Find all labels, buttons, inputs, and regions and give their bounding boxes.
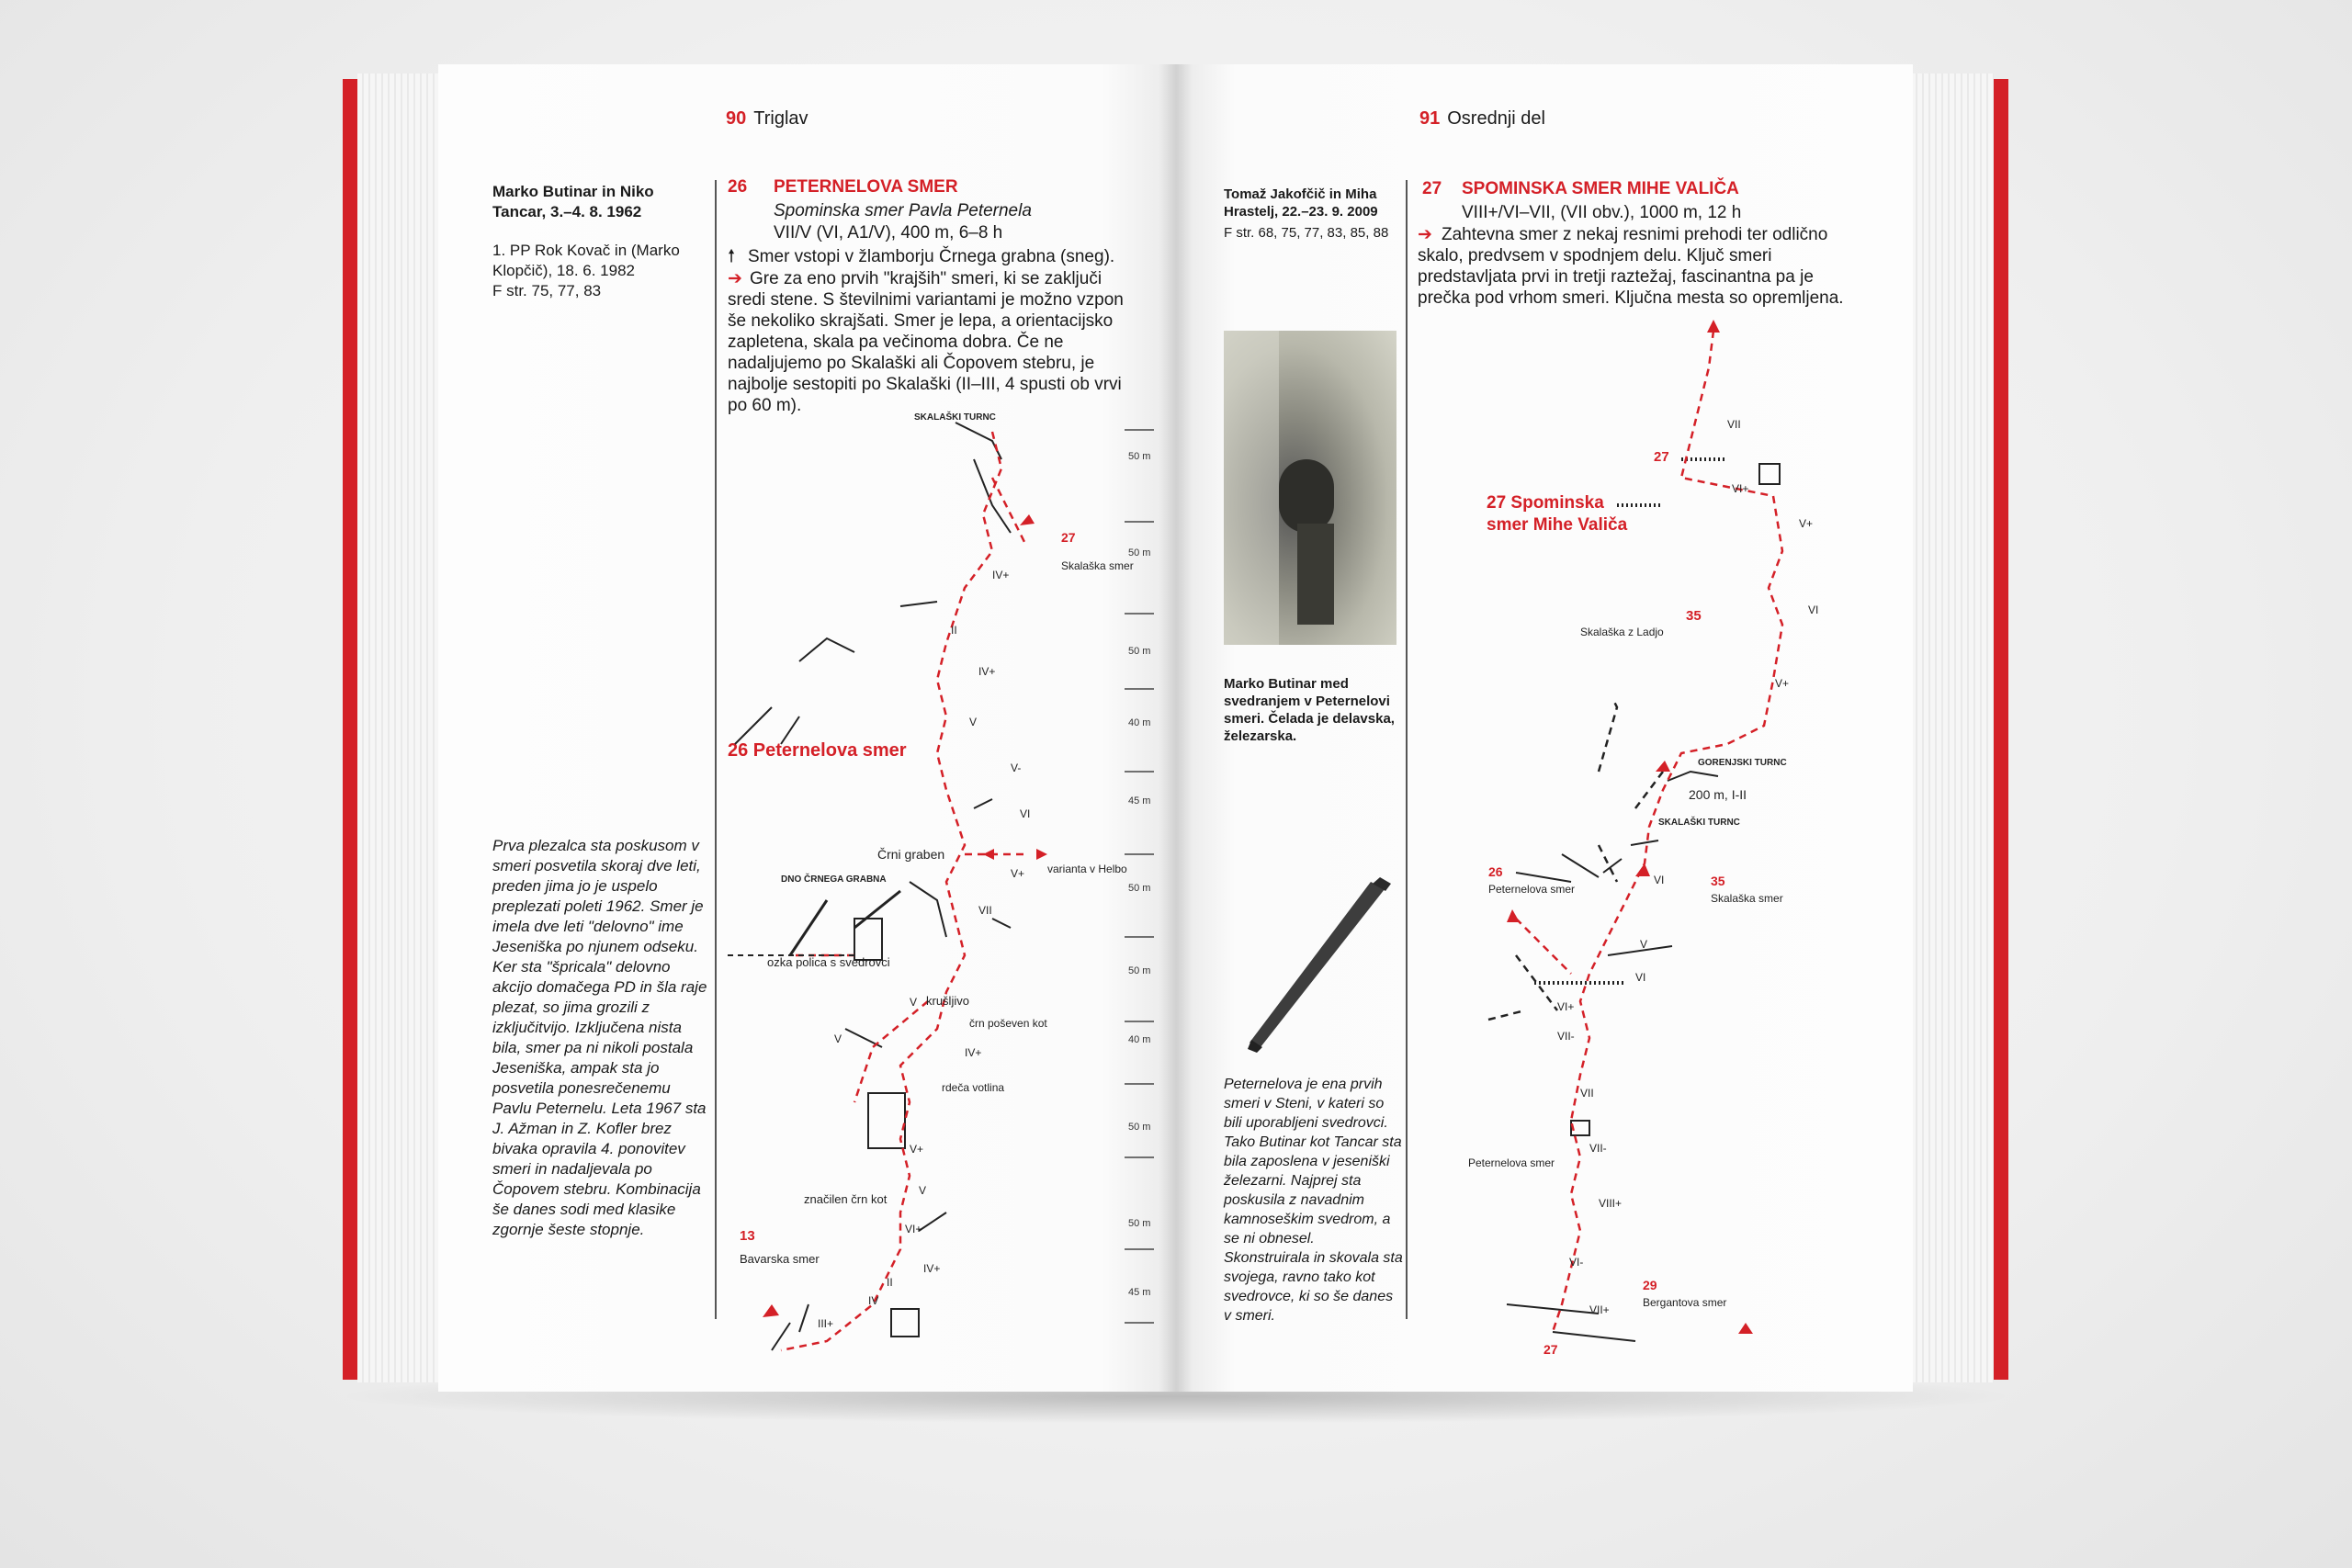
topo-text: V xyxy=(1640,938,1648,951)
book-cover-right xyxy=(1994,79,2008,1380)
topo-text: 13 xyxy=(740,1228,755,1244)
page-edges-right xyxy=(1911,73,1994,1382)
topo-text: GORENJSKI TURNC xyxy=(1698,758,1787,768)
first-ascent-left: Marko Butinar in Niko Tancar, 3.–4. 8. 1962 xyxy=(492,183,654,220)
route-title-26: PETERNELOVA SMER xyxy=(774,177,958,197)
topo-text: 27 xyxy=(1061,530,1076,545)
topo-text: VI+ xyxy=(905,1223,922,1235)
topo-text: VII xyxy=(1727,418,1741,431)
scale-label: 50 m xyxy=(1128,1218,1151,1229)
arrow-right-icon: ➔ xyxy=(728,269,742,288)
left-page-number: 90 xyxy=(726,108,747,129)
topo-text: Črni graben xyxy=(877,847,945,862)
route-number-27: 27 xyxy=(1422,179,1442,198)
sidebar-story: Prva plezalca sta poskusom v smeri posvetila skoraj dve leti, preden jima jo je uspelo preplezati poleti 1962. Smer je imela dve leti "delovno" ime Jeseniška po njunem odseku. Ker sta "špricala" delovno akcijo domačega PD in šla raje plezat, so jima grozili z izključitvijo. Izključena nista bila, smer pa ni nikoli postala Jeseniška, ampak sta jo posvetila ponesrečenemu Pavlu Peternelu. Leta 1967 sta J. Ažman in Z. Kofler brez bivaka opravila 4. ponovitev smeri in nadaljevala po Čopovem stebru. Kombinacija še danes sodi med klasike zgornje šeste stopnje. xyxy=(492,837,707,1238)
tool-caption: Peternelova je ena prvih smeri v Steni, v kateri so bili uporabljeni svedrovci. Tako Butinar kot Tancar sta bila zaposlena v jeseniški železarni. Najprej sta poskusila z navadnim kamnoseškim svedrom, a se ni obnesel. Skonstruirala in skovala sta svojega, ravno tako kot svedrovce, ki so še danes v smeri. xyxy=(1224,1077,1403,1324)
topo-text: VI xyxy=(1808,604,1819,616)
topo-text: IV+ xyxy=(992,569,1010,581)
topo-text: Skalaška smer xyxy=(1711,892,1783,905)
scale-label: 45 m xyxy=(1128,1287,1151,1298)
first-ascent-right: Tomaž Jakofčič in Miha Hrastelj, 22.–23. 9. 2009 xyxy=(1224,186,1378,220)
topo-text: ozka polica s svedrovci xyxy=(767,955,890,969)
right-page-number: 91 xyxy=(1419,108,1441,129)
topo-text: V xyxy=(910,996,918,1009)
book-gutter xyxy=(1159,64,1193,1392)
topo-text: VII- xyxy=(1589,1142,1607,1155)
topo-text: Peternelova smer xyxy=(1488,883,1576,896)
topo-text: IV+ xyxy=(978,665,996,678)
column-rule-right xyxy=(1406,180,1408,1319)
topo-text: II xyxy=(887,1276,893,1289)
topo-label-26: 26 Peternelova smer xyxy=(728,740,907,761)
topo-text: IV+ xyxy=(923,1262,941,1275)
route-grade-27: VIII+/VI–VII, (VII obv.), 1000 m, 12 h xyxy=(1462,203,1742,222)
scale-label: 50 m xyxy=(1128,965,1151,976)
topo-text: II xyxy=(951,624,957,637)
topo-text: V xyxy=(834,1032,842,1045)
scale-label: 50 m xyxy=(1128,451,1151,462)
topo-text: VI xyxy=(1654,874,1665,886)
repeat-ascent-left: 1. PP Rok Kovač in (Marko Klopčič), 18. 6. 1982 xyxy=(492,242,680,279)
topo-text: krušljivo xyxy=(926,994,969,1008)
topo-text: VI+ xyxy=(1732,482,1749,495)
topo-text: DNO ČRNEGA GRABNA xyxy=(781,874,887,885)
topo-text: V- xyxy=(1011,761,1022,774)
topo-text: V xyxy=(919,1184,927,1197)
topo-text: V+ xyxy=(1799,517,1814,530)
topo-text: IV+ xyxy=(965,1046,982,1059)
right-page-header xyxy=(1419,108,1545,130)
topo-text: V+ xyxy=(910,1143,924,1156)
topo-text: črn poševen kot xyxy=(969,1017,1047,1030)
route-subtitle-26: Spominska smer Pavla Peternela xyxy=(774,201,1032,220)
topo-text: značilen črn kot xyxy=(804,1192,888,1206)
topo-diagram-26 xyxy=(717,404,1158,1359)
topo-text: 200 m, I-II xyxy=(1689,787,1747,802)
topo-text: SKALAŠKI TURNC xyxy=(914,412,996,423)
topo-text: rdeča votlina xyxy=(942,1081,1005,1094)
topo-diagram-27 xyxy=(1452,312,1874,1359)
scale-label: 50 m xyxy=(1128,547,1151,558)
drill-bit-image xyxy=(1224,873,1398,1056)
route-description-27 xyxy=(1418,224,1859,309)
left-section-title: Triglav xyxy=(753,108,808,129)
scale-label: 50 m xyxy=(1128,646,1151,657)
topo-text: 35 xyxy=(1686,608,1702,624)
book-cover-left xyxy=(343,79,357,1380)
topo-text: Skalaška z Ladjo xyxy=(1580,626,1664,638)
topo-text: III+ xyxy=(818,1317,834,1330)
topo-text: Bavarska smer xyxy=(740,1252,820,1266)
route-title-27: SPOMINSKA SMER MIHE VALIČA xyxy=(1462,179,1739,198)
topo-text: Peternelova smer xyxy=(1468,1156,1555,1169)
topo-text: 26 xyxy=(1488,864,1503,879)
topo-text: VII xyxy=(978,904,992,917)
topo-text: VI- xyxy=(1569,1256,1584,1269)
topo-text: IV xyxy=(868,1294,879,1307)
left-page-header xyxy=(726,108,808,130)
scale-label: 45 m xyxy=(1128,795,1151,807)
topo-text: 27 xyxy=(1544,1342,1558,1357)
topo-text: VI xyxy=(1635,971,1646,984)
refs-right: F str. 68, 75, 77, 83, 85, 88 xyxy=(1224,225,1389,241)
topo-text: VII+ xyxy=(1589,1303,1610,1316)
access-text: Smer vstopi v žlamborju Črnega grabna (sneg). xyxy=(748,247,1115,266)
photo-caption: Marko Butinar med svedranjem v Peternelovi smeri. Čelada je delavska, železarska. xyxy=(1224,676,1395,744)
topo-text: varianta v Helbo xyxy=(1047,863,1127,875)
topo-text: VII- xyxy=(1557,1030,1575,1043)
scale-label: 40 m xyxy=(1128,717,1151,728)
topo-text: VIII+ xyxy=(1599,1197,1623,1210)
topo-text: SKALAŠKI TURNC xyxy=(1658,818,1740,828)
route-access-26 xyxy=(728,246,1141,267)
refs-left: F str. 75, 77, 83 xyxy=(492,282,602,299)
topo-text: V+ xyxy=(1011,867,1025,880)
scale-label: 50 m xyxy=(1128,1122,1151,1133)
climber-photo xyxy=(1224,331,1396,645)
scale-label: 40 m xyxy=(1128,1034,1151,1045)
topo-text: 29 xyxy=(1643,1278,1657,1292)
arrow-up-icon: 🠕 xyxy=(728,247,736,266)
right-section-title: Osrednji del xyxy=(1447,108,1545,129)
description-text: Gre za eno prvih "krajših" smeri, ki se zaključi sredi stene. S številnimi variantami je možno vzpon še nekoliko skrajšati. Smer je lepa, a orientacijsko zapletena, skala pa večinoma dobra. Če ne nadaljujemo po Skalaški ali Čopovem stebru, je najbolje sestopiti po Skalaški (II–III, 4 spusti ob vrvi po 60 m). xyxy=(728,269,1124,415)
route-grade-26: VII/V (VI, A1/V), 400 m, 6–8 h xyxy=(774,223,1003,243)
route-number-26: 26 xyxy=(728,177,748,197)
topo-text: VI+ xyxy=(1557,1000,1575,1013)
topo-text: Bergantova smer xyxy=(1643,1296,1727,1309)
topo-text: V+ xyxy=(1775,677,1790,690)
scale-label: 50 m xyxy=(1128,883,1151,894)
topo-text: Skalaška smer xyxy=(1061,559,1134,572)
topo-text: 35 xyxy=(1711,874,1725,888)
topo-text: VI xyxy=(1020,807,1031,820)
topo-label-27: 27 Spominska smer Mihe Valiča xyxy=(1487,493,1628,535)
route-description-26 xyxy=(728,268,1141,416)
topo-text: V xyxy=(969,716,978,728)
topo-text: VII xyxy=(1580,1087,1594,1100)
topo-text: 27 xyxy=(1654,449,1669,465)
page-edges-left xyxy=(357,73,440,1382)
arrow-right-icon: ➔ xyxy=(1418,225,1432,244)
description-text: Zahtevna smer z nekaj resnimi prehodi ter odlično skalo, predvsem v spodnjem delu. Ključ smeri predstavljata prvi in tretji raztežaj, fascinantna pa je prečka pod vrhom smeri. Ključna mesta so opremljena. xyxy=(1418,225,1844,308)
